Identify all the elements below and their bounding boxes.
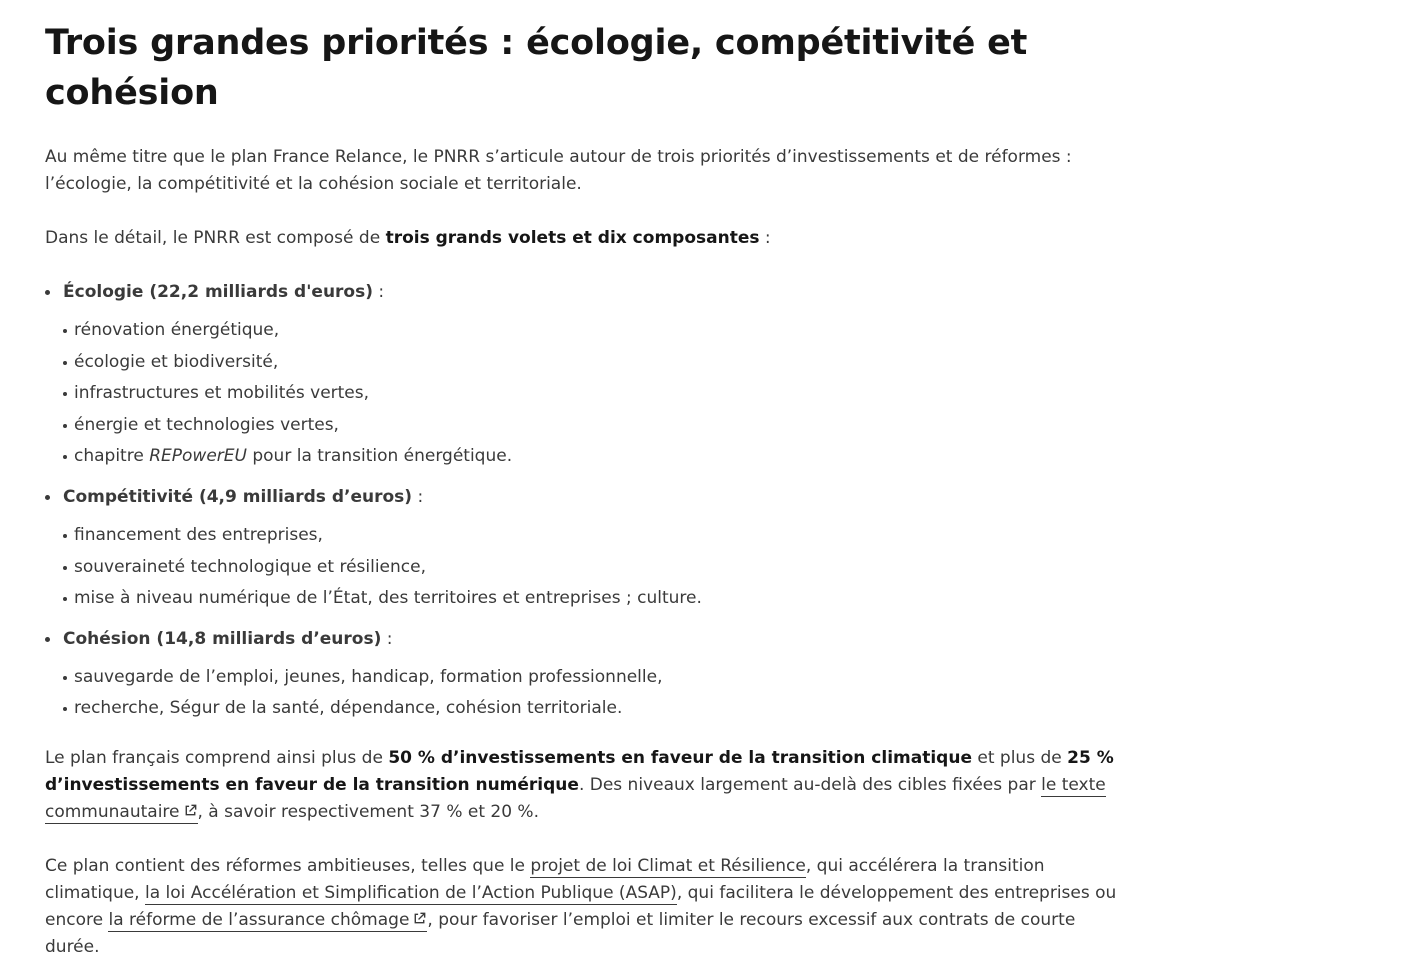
list-item: infrastructures et mobilités vertes, bbox=[63, 378, 1125, 410]
loi-asap-link[interactable]: la loi Accélération et Simplification de l’Action Publique (ASAP) bbox=[145, 882, 677, 903]
list-item: financement des entreprises, bbox=[63, 520, 1125, 552]
volet-suffix: : bbox=[381, 628, 393, 649]
volets-list bbox=[45, 279, 1125, 725]
page-title: Trois grandes priorités : écologie, compétitivité et cohésion bbox=[45, 23, 1028, 113]
volet-heading: Compétitivité (4,9 milliards d’euros) bbox=[63, 486, 413, 507]
list-item: mise à niveau numérique de l’État, des territoires et entreprises ; culture. bbox=[63, 583, 1125, 615]
composantes-list bbox=[63, 662, 1125, 725]
list-item: énergie et technologies vertes, bbox=[63, 410, 1125, 442]
list-item-text: pour la transition énergétique. bbox=[246, 446, 513, 467]
plan-bold-climat: 50 % d’investissements en faveur de la transition climatique bbox=[388, 747, 972, 768]
composantes-list bbox=[63, 315, 1125, 473]
reforme-assurance-chomage-link[interactable] bbox=[108, 910, 427, 932]
volet-competitivite bbox=[45, 484, 1125, 615]
volet-cohesion bbox=[45, 626, 1125, 725]
volet-ecologie bbox=[45, 279, 1125, 473]
reformes-text: , pour favoriser l’emploi et limiter le recours excessif aux contrats de courte durée. bbox=[45, 909, 1076, 957]
plan-bold-numerique: 25 % d’investissements en faveur de la transition numérique bbox=[45, 747, 1114, 795]
composantes-list bbox=[63, 520, 1125, 615]
article bbox=[45, 18, 1125, 961]
reformes-paragraph bbox=[45, 853, 1125, 961]
list-item: écologie et biodiversité, bbox=[63, 347, 1125, 379]
plan-text: . Des niveaux largement au-delà des cibles fixées par bbox=[578, 774, 1042, 795]
detail-paragraph bbox=[45, 225, 1125, 252]
plan-paragraph bbox=[45, 745, 1125, 826]
volet-heading: Écologie (22,2 milliards d'euros) bbox=[63, 282, 373, 302]
list-item-text: chapitre bbox=[74, 446, 150, 467]
volet-suffix: : bbox=[412, 486, 424, 507]
reformes-text: , qui accélérera la transition climatique, bbox=[45, 855, 1045, 903]
reformes-text: , qui facilitera le développement des entreprises ou encore bbox=[45, 882, 1117, 930]
intro-paragraph: Au même titre que le plan France Relance, le PNRR s’articule autour de trois priorités d’investissements et de réformes : l’écologie, la compétitivité et la cohésion sociale et territoriale. bbox=[45, 147, 1072, 194]
list-item: souveraineté technologique et résilience, bbox=[63, 552, 1125, 584]
volet-heading: Cohésion (14,8 milliards d’euros) bbox=[63, 628, 382, 649]
list-item: sauvegarde de l’emploi, jeunes, handicap, formation professionnelle, bbox=[63, 662, 1125, 694]
external-link-icon bbox=[183, 803, 198, 818]
plan-text: , à savoir respectivement 37 % et 20 %. bbox=[197, 801, 539, 822]
reformes-text: Ce plan contient des réformes ambitieuses, telles que le bbox=[45, 855, 531, 876]
plan-text: et plus de bbox=[971, 747, 1068, 768]
link-label: le texte communautaire bbox=[45, 774, 1106, 822]
detail-bold: trois grands volets et dix composantes bbox=[385, 228, 760, 248]
list-item: recherche, Ségur de la santé, dépendance, cohésion territoriale. bbox=[63, 693, 1125, 725]
volet-suffix: : bbox=[373, 282, 385, 302]
list-item: rénovation énergétique, bbox=[63, 315, 1125, 347]
detail-suffix: : bbox=[759, 228, 771, 248]
list-item bbox=[63, 441, 1125, 473]
detail-text: Dans le détail, le PNRR est composé de bbox=[45, 228, 386, 248]
plan-text: Le plan français comprend ainsi plus de bbox=[45, 747, 389, 768]
list-item-italic: REPowerEU bbox=[149, 446, 247, 467]
external-link-icon bbox=[412, 911, 427, 926]
loi-climat-link[interactable]: projet de loi Climat et Résilience bbox=[530, 855, 806, 876]
link-label: la réforme de l’assurance chômage bbox=[108, 909, 410, 930]
